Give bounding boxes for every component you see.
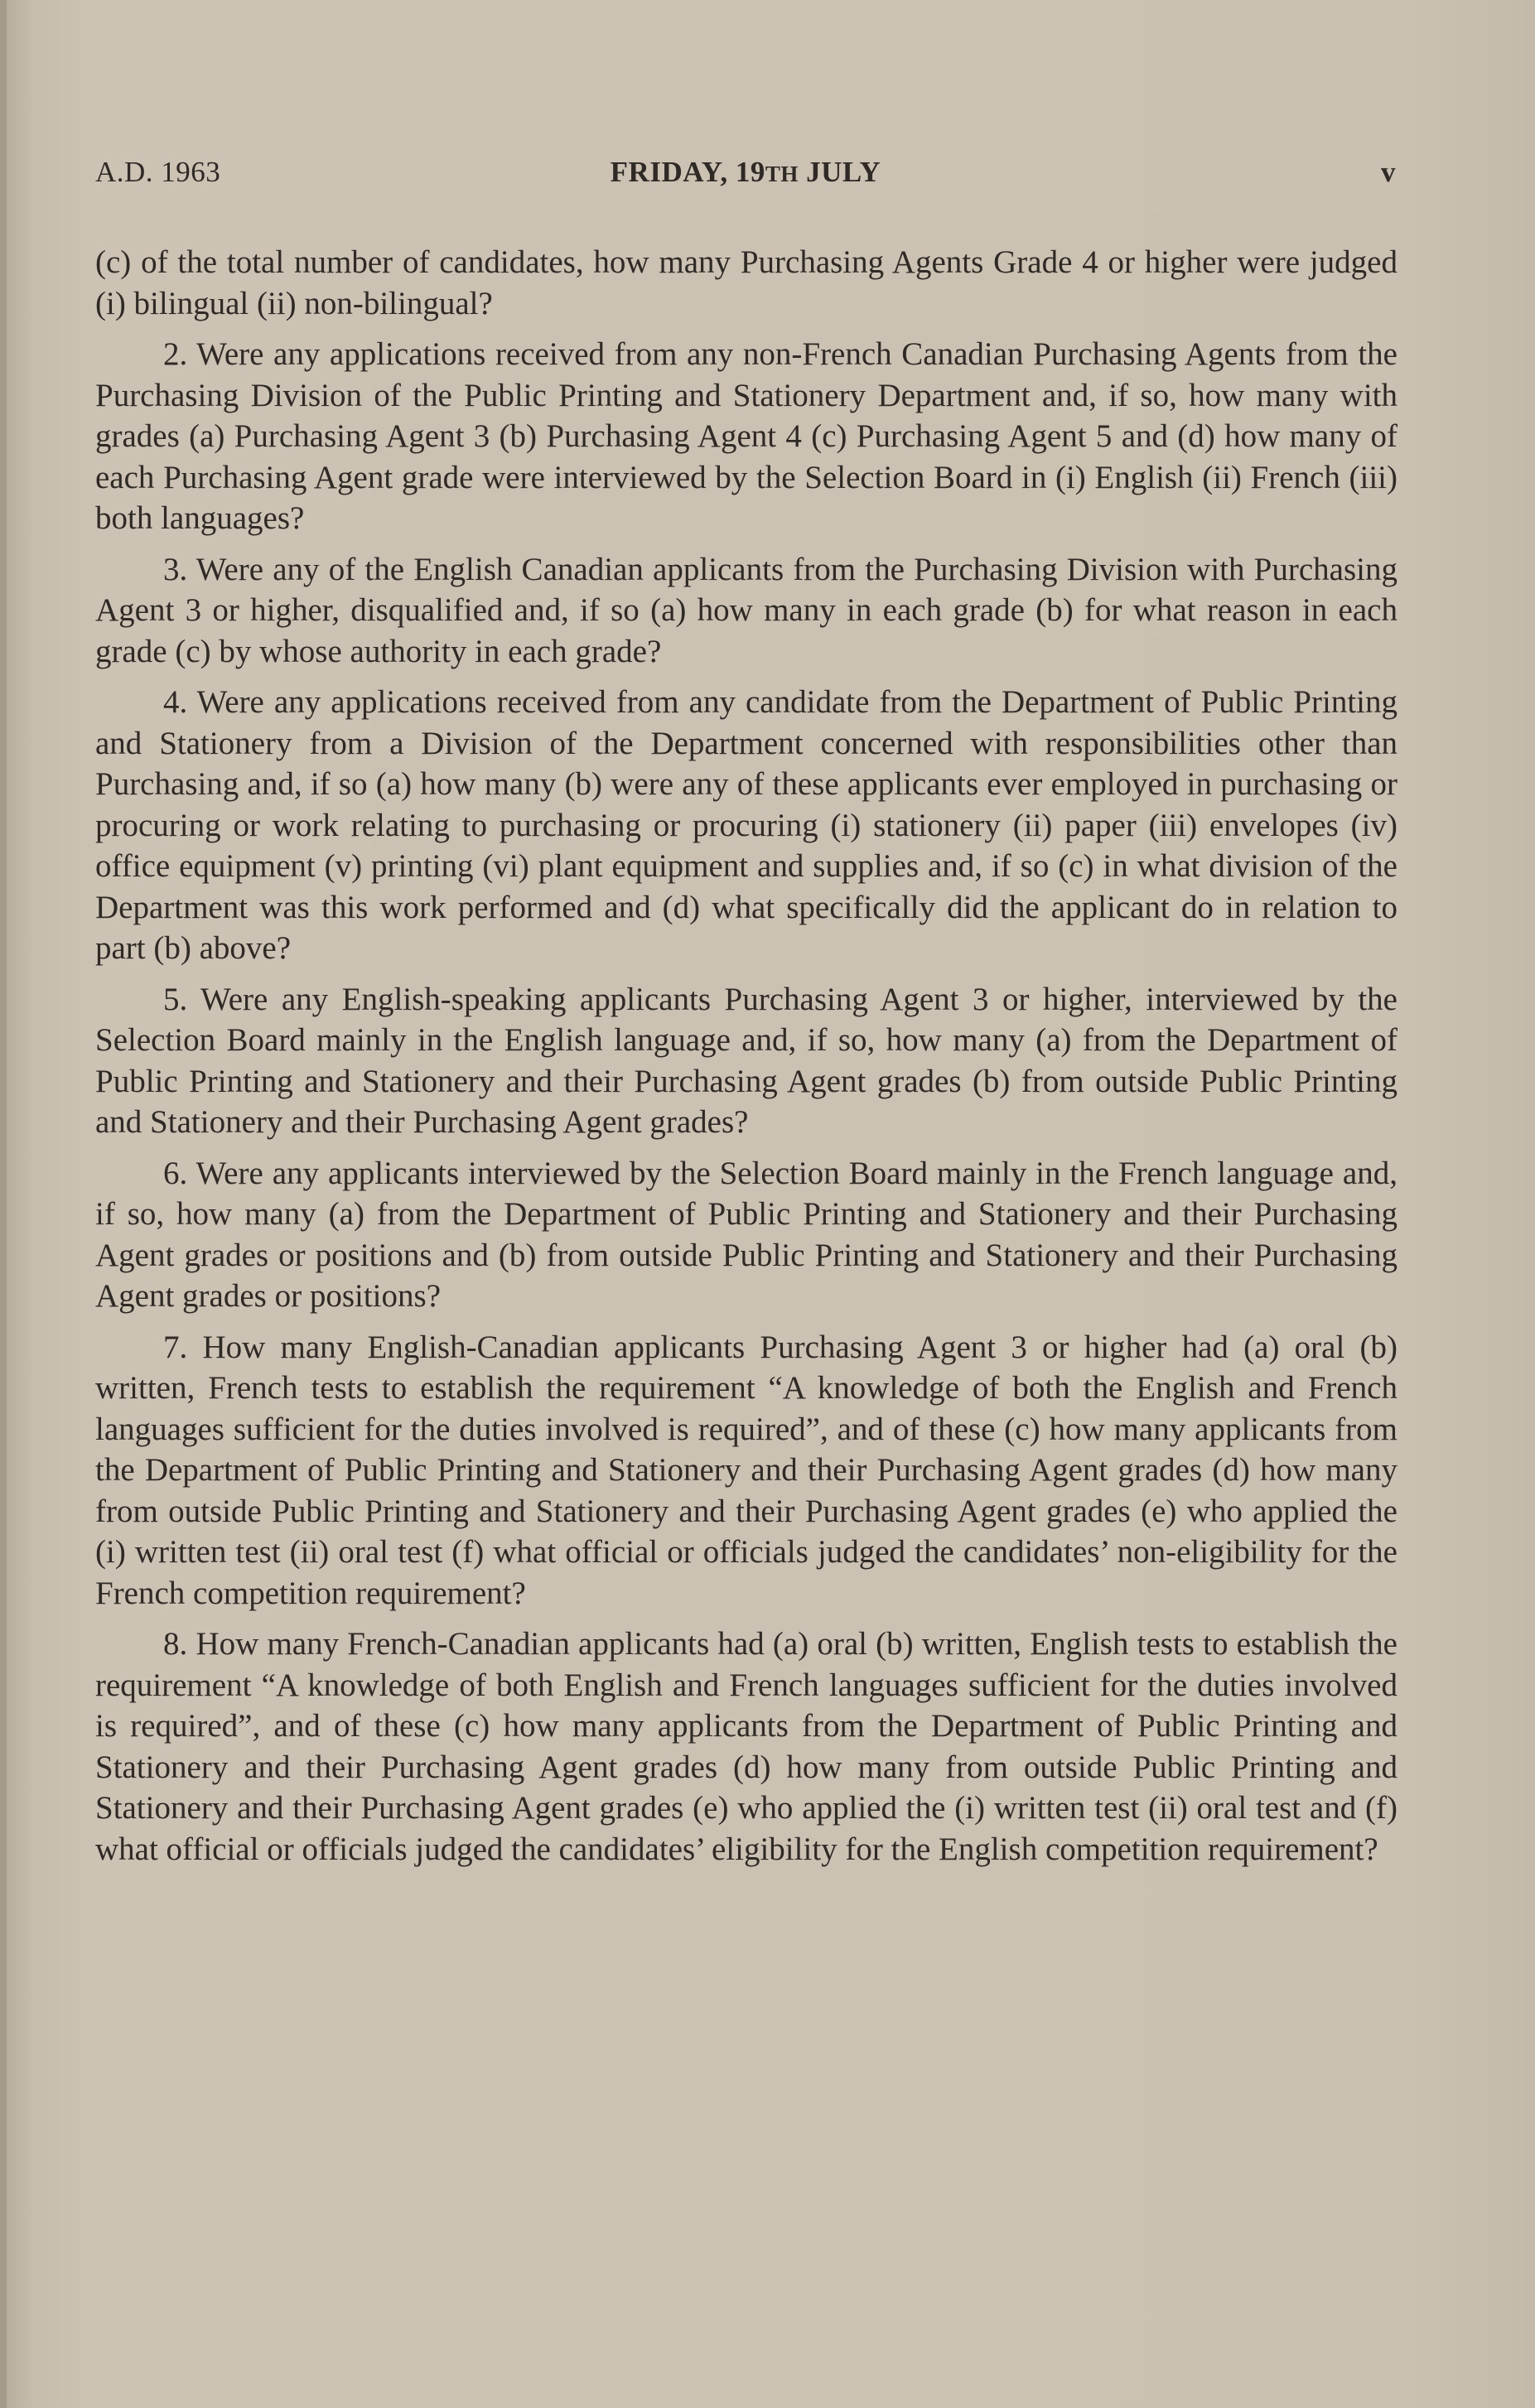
question-5: 5. Were any English-speaking applicants Purchasing Agent 3 or higher, interviewed by the Selection Board mainly in the English language and, if so, how many (a) from the Department of Public Printing and Stationery and their Purchasing Agent grades (b) from outside Public Printing and Stationery and their Purchasing Agent grades?: [95, 981, 1397, 1140]
question-8: 8. How many French-Canadian applicants had (a) oral (b) written, English tests to establish the requirement “A knowledge of both English and French languages sufficient for the duties involved is required”, and of these (c) how many applicants from the Department of Public Printing and Stationery and their Purchasing Agent grades (d) how many from outside Public Printing and Stationery and their Purchasing Agent grades (e) who applied the (i) written test (ii) oral test and (f) what official or officials judged the candidates’ eligibility for the English competition requirement?: [95, 1626, 1397, 1867]
question-6: 6. Were any applicants interviewed by the Selection Board mainly in the French language and, if so, how many (a) from the Department of Public Printing and Stationery and their Purchasing Agent grades or positions and (b) from outside Public Printing and Stationery and their Purchasing Agent grades or positions?: [95, 1155, 1397, 1314]
question-2: 2. Were any applications received from any non-French Canadian Purchasing Agents from the Purchasing Division of the Public Printing and Stationery Department and, if so, how many with grades (a) Purchasing Agent 3 (b) Purchasing Agent 4 (c) Purchasing Agent 5 and (d) how many of each Purchasing Agent grade were interviewed by the Selection Board in (i) English (ii) French (iii) both languages?: [95, 336, 1397, 536]
document-body: [95, 242, 1397, 1880]
page-binding-edge: [0, 0, 7, 2408]
header-date-ordinal: TH: [765, 162, 799, 186]
paragraph-continuation: (c) of the total number of candidates, how many Purchasing Agents Grade 4 or higher were judged (i) bilingual (ii) non-bilingual?: [95, 244, 1397, 321]
question-7: 7. How many English-Canadian applicants Purchasing Agent 3 or higher had (a) oral (b) written, French tests to establish the requirement “A knowledge of both the English and French languages sufficient for the duties involved is required”, and of these (c) how many applicants from the Department of Public Printing and Stationery and their Purchasing Agent grades (d) how many from outside Public Printing and Stationery and their Purchasing Agent grades (e) who applied the (i) written test (ii) oral test (f) what official or officials judged the candidates’ non-eligibility for the French competition requirement?: [95, 1329, 1397, 1611]
header-page-number: v: [1381, 156, 1396, 188]
question-4: 4. Were any applications received from any candidate from the Department of Public Printing and Stationery from a Division of the Department concerned with responsibilities other than Purchasing and, if so (a) how many (b) were any of these applicants ever employed in purchasing or procuring or work relating to purchasing or procuring (i) stationery (ii) paper (iii) envelopes (iv) office equipment (v) printing (vi) plant equipment and supplies and, if so (c) in what division of the Department was this work performed and (d) what specifically did the applicant do in relation to part (b) above?: [95, 684, 1397, 966]
header-year: A.D. 1963: [95, 156, 221, 188]
header-date-main: FRIDAY, 19: [610, 156, 765, 188]
question-3: 3. Were any of the English Canadian applicants from the Purchasing Division with Purchasing Agent 3 or higher, disqualified and, if so (a) how many in each grade (b) for what reason in each grade (c) by whose authority in each grade?: [95, 551, 1397, 669]
header-date-month: JULY: [798, 156, 881, 188]
running-head: [95, 156, 1396, 197]
header-date: [95, 156, 1396, 189]
